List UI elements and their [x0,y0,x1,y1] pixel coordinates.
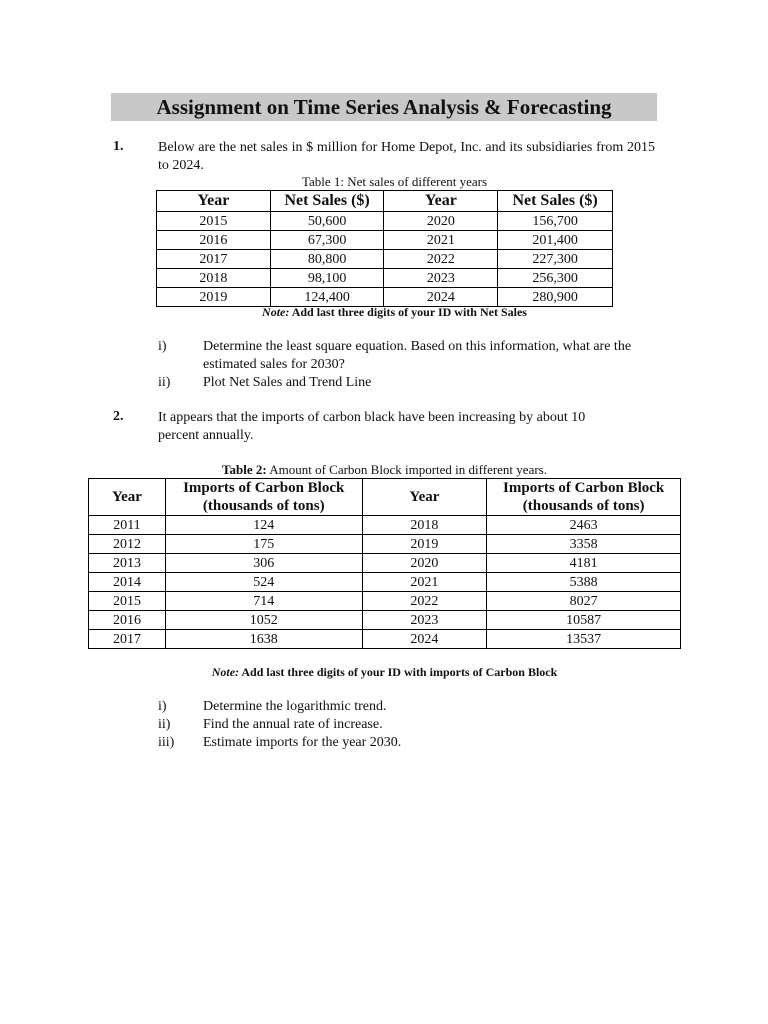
subitem-text: Plot Net Sales and Trend Line [203,375,372,390]
table-row [157,212,613,231]
column-header: Net Sales ($) [498,191,613,212]
table-cell: 2011 [89,516,166,535]
question-2-number: 2. [113,409,124,424]
table-cell: 156,700 [498,212,613,231]
note-label: Note: [211,665,240,679]
table-cell: 2019 [362,535,487,554]
table-cell: 2017 [89,630,166,649]
table-cell: 306 [165,554,362,573]
column-header: Year [384,191,498,212]
table-cell: 13537 [487,630,681,649]
table-cell: 2016 [89,611,166,630]
question-2-subitem [158,716,658,734]
table-row [89,535,681,554]
table-cell: 2023 [362,611,487,630]
table-cell: 124,400 [270,288,384,307]
table-cell: 67,300 [270,231,384,250]
table-cell: 524 [165,573,362,592]
table-header-row [157,191,613,212]
table-2-caption [88,462,681,478]
note-text: Add last three digits of your ID with Net Sales [289,305,527,319]
table-cell: 50,600 [270,212,384,231]
table-cell: 2013 [89,554,166,573]
table-cell: 8027 [487,592,681,611]
table-cell: 2018 [157,269,271,288]
question-2-subitem [158,734,658,752]
table-row [89,516,681,535]
table-cell: 2012 [89,535,166,554]
table-cell: 2019 [157,288,271,307]
table-header-row [89,479,681,516]
table-cell: 2020 [384,212,498,231]
table-2-note [88,665,681,680]
subitem-number: i) [158,339,167,354]
table-cell: 2021 [362,573,487,592]
question-1-subitem [158,374,658,392]
table-cell: 2020 [362,554,487,573]
question-2-text: It appears that the imports of carbon black have been increasing by about 10 percent annually. [158,410,586,443]
table-cell: 256,300 [498,269,613,288]
table-cell: 80,800 [270,250,384,269]
question-1-number: 1. [113,139,124,154]
table-cell: 2022 [384,250,498,269]
question-2-subitem [158,698,658,716]
table-row [89,611,681,630]
table-cell: 2024 [362,630,487,649]
page-title: Assignment on Time Series Analysis & Forecasting [156,95,612,119]
table-cell: 227,300 [498,250,613,269]
table-1-caption: Table 1: Net sales of different years [301,174,488,189]
table-row [89,592,681,611]
column-header: Year [89,479,166,516]
table-row [157,231,613,250]
table-row [89,573,681,592]
table-cell: 10587 [487,611,681,630]
table-row [157,288,613,307]
table-row [89,630,681,649]
table-row [157,269,613,288]
caption-label: Table 2: [222,462,267,477]
table-1-note [156,305,633,320]
note-label: Note: [262,305,290,319]
table-cell: 98,100 [270,269,384,288]
subitem-number: ii) [158,717,171,732]
table-cell: 2023 [384,269,498,288]
table-cell: 4181 [487,554,681,573]
net-sales-table [156,190,613,307]
table-cell: 2018 [362,516,487,535]
subitem-number: ii) [158,375,171,390]
table-cell: 2021 [384,231,498,250]
table-cell: 2024 [384,288,498,307]
subitem-text: Estimate imports for the year 2030. [203,735,402,750]
table-cell: 2016 [157,231,271,250]
table-cell: 5388 [487,573,681,592]
table-row [89,554,681,573]
caption-text: Amount of Carbon Block imported in different years. [266,462,547,477]
table-cell: 714 [165,592,362,611]
title-bar [111,93,657,121]
table-row [157,250,613,269]
subitem-text: Find the annual rate of increase. [203,717,383,732]
column-header: Imports of Carbon Block (thousands of tons) [487,479,681,516]
table-cell: 124 [165,516,362,535]
table-cell: 2015 [157,212,271,231]
carbon-imports-table [88,478,681,649]
table-cell: 201,400 [498,231,613,250]
subitem-text: Determine the least square equation. Based on this information, what are the estimated sales for 2030? [203,339,632,372]
note-text: Add last three digits of your ID with imports of Carbon Block [239,665,558,679]
table-cell: 175 [165,535,362,554]
column-header: Net Sales ($) [270,191,384,212]
subitem-number: i) [158,699,167,714]
table-cell: 2015 [89,592,166,611]
table-cell: 1638 [165,630,362,649]
subitem-text: Determine the logarithmic trend. [203,699,387,714]
table-cell: 2017 [157,250,271,269]
table-cell: 2022 [362,592,487,611]
table-cell: 280,900 [498,288,613,307]
column-header: Year [157,191,271,212]
table-cell: 2463 [487,516,681,535]
column-header: Year [362,479,487,516]
table-cell: 1052 [165,611,362,630]
question-1-text: Below are the net sales in $ million for Home Depot, Inc. and its subsidiaries from 2015 to 2024. [158,140,655,173]
question-1-subitem [158,338,658,374]
subitem-number: iii) [158,735,175,750]
table-cell: 3358 [487,535,681,554]
table-cell: 2014 [89,573,166,592]
column-header: Imports of Carbon Block (thousands of tons) [165,479,362,516]
